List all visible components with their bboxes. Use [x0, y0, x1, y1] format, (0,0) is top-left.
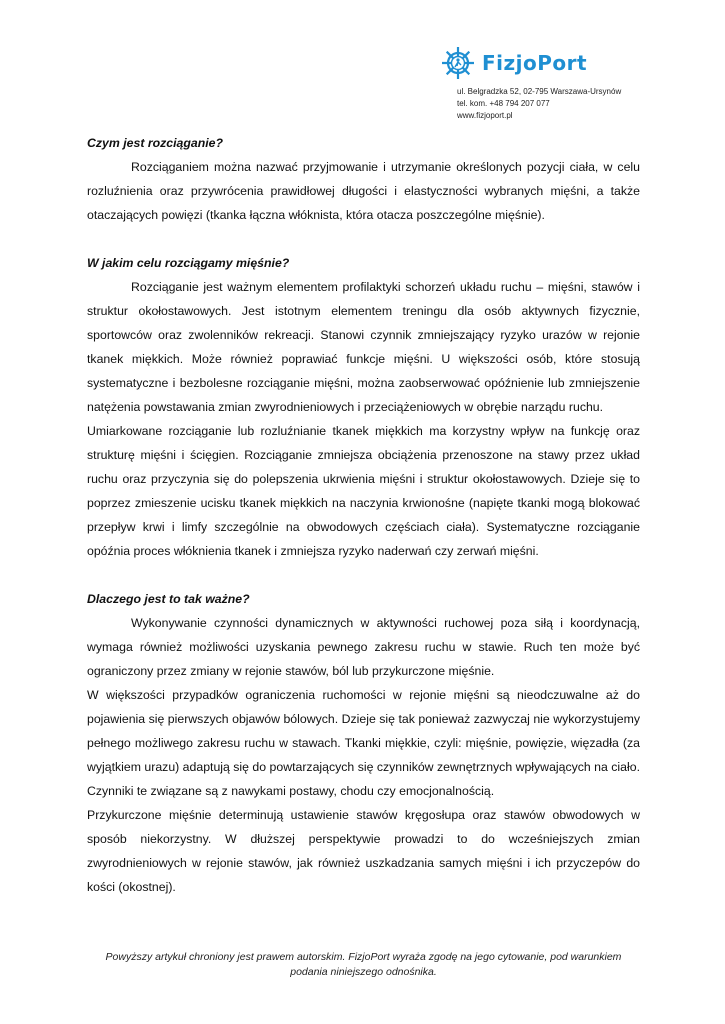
- address-street: ul. Belgradzka 52, 02-795 Warszawa-Ursynów: [457, 87, 622, 96]
- copyright-footer: [87, 950, 640, 980]
- paragraph: W większości przypadków ograniczenia ruchomości w rejonie mięśni są nieodczuwalne aż do pojawienia się pierwszych objawów bólowych. Dzieje się tak ponieważ zazwyczaj nie wykorzystujemy pełnego możliwego zakresu ruchu w stawach. Tkanki miękkie, czyli: mięśnie, powięzie, więzadła (za wyjątkiem urazu) adaptują się do powtarzających się czynników zewnętrznych wpływających na ciało. Czynniki te związane są z nawykami postawy, chodu czy emocjonalnością.: [87, 688, 640, 798]
- address-website: www.fizjoport.pl: [457, 111, 513, 120]
- footer-line: Powyższy artykuł chroniony jest prawem autorskim. FizjoPort wyraża zgodę na jego cytowanie, pod warunkiem: [105, 951, 622, 963]
- ship-wheel-icon: [440, 45, 476, 81]
- contact-address: [457, 86, 621, 122]
- paragraph: Umiarkowane rozciąganie lub rozluźnianie tkanek miękkich ma korzystny wpływ na funkcję oraz strukturę mięśni i ścięgien. Rozciąganie zmniejsza obciążenia przenoszone na stawy przez układ ruchu oraz przyczynia się do polepszenia ukrwienia mięśni i struktur okołostawowych. Dzieje się to poprzez zmieszenie ucisku tkanek miękkich na naczynia krwionośne (napięte tkanki mogą blokować przepływ krwi i limfy szczególnie na obwodowych częściach ciała). Systematyczne rozciąganie opóźnia proces włóknienia tkanek i zmniejsza ryzyko naderwań czy zerwań mięśni.: [87, 424, 640, 558]
- paragraph: Rozciąganie jest ważnym elementem profilaktyki schorzeń układu ruchu – mięśni, stawów i struktur okołostawowych. Jest istotnym elementem treningu dla osób aktywnych fizycznie, sportowców oraz zwolenników rekreacji. Stanowi czynnik zmniejszający ryzyko urazów w rejonie tkanek miękkich. Może również poprawiać funkcje mięśni. U większości osób, które stosują systematyczne i bezbolesne rozciąganie mięśni, można zaobserwować opóźnienie lub zmniejszenie natężenia powstawania zmian zwyrodnieniowych i przeciążeniowych w obrębie narządu ruchu.: [87, 280, 640, 414]
- brand-logo: [440, 44, 640, 82]
- address-phone: tel. kom. +48 794 207 077: [457, 99, 550, 108]
- paragraph: Wykonywanie czynności dynamicznych w aktywności ruchowej poza siłą i koordynacją, wymaga również możliwości uzyskania pewnego zakresu ruchu w stawie. Ruch ten może być ograniczony przez zmiany w rejonie stawów, ból lub przykurczone mięśnie.: [87, 616, 640, 678]
- brand-name: FizjoPort: [482, 51, 588, 75]
- section-heading: Dlaczego jest to tak ważne?: [87, 592, 250, 606]
- paragraph: Przykurczone mięśnie determinują ustawienie stawów kręgosłupa oraz stawów obwodowych w sposób niekorzystny. W dłuższej perspektywie prowadzi to do wcześniejszych zmian zwyrodnieniowych w rejonie stawów, jak również uszkadzania samych mięśni i ich przyczepów do kości (okostnej).: [87, 808, 640, 894]
- footer-line: podania niniejszego odnośnika.: [290, 966, 437, 978]
- article-body: [87, 131, 640, 899]
- paragraph: Rozciąganiem można nazwać przyjmowanie i utrzymanie określonych pozycji ciała, w celu rozluźnienia oraz przywrócenia prawidłowej długości i elastyczności wybranych mięśni, a także otaczających powięzi (tkanka łączna włóknista, która otacza poszczególne mięśnie).: [87, 160, 640, 222]
- section-heading: Czym jest rozciąganie?: [87, 136, 223, 150]
- section-heading: W jakim celu rozciągamy mięśnie?: [87, 256, 290, 270]
